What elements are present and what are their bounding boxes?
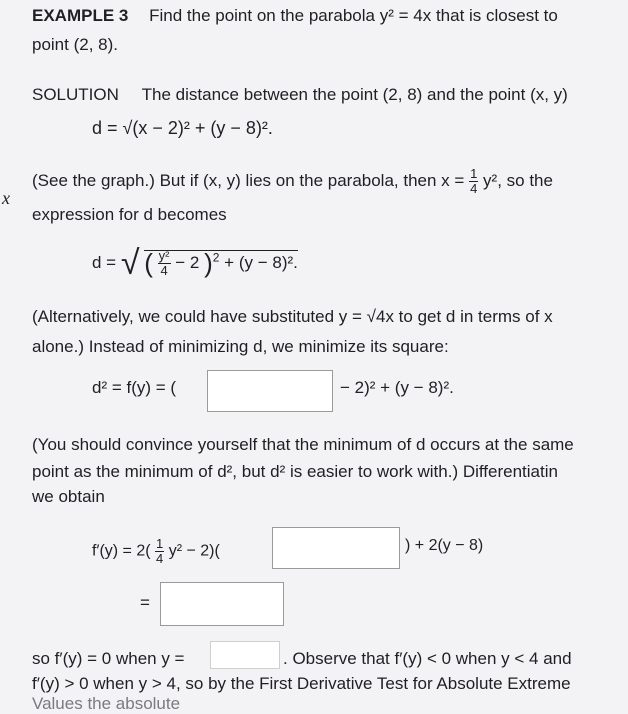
final-line-1b: . Observe that f′(y) < 0 when y < 4 and <box>283 649 572 668</box>
cut-off-line: Values the absolute <box>32 694 181 713</box>
alternative-line-2: alone.) Instead of minimizing d, we minimize its square: <box>32 337 449 356</box>
problem-line-2: point (2, 8). <box>32 35 118 54</box>
fprime-fraction <box>155 537 164 566</box>
sqrt-radicand <box>144 248 298 278</box>
convince-line-3: we obtain <box>32 487 105 506</box>
solution-text-1: The distance between the point (2, 8) and the point (x, y) <box>141 85 568 104</box>
fprime-frac-num: 1 <box>156 536 164 551</box>
sqrt-sign: √ <box>120 244 140 282</box>
fprime-simplified-input[interactable] <box>160 582 284 626</box>
problem-line-1 <box>32 6 558 26</box>
fy-right: − 2)² + (y − 8)². <box>340 378 454 397</box>
fprime-mid: y² − 2)( <box>168 542 220 560</box>
fprime-frac-den: 4 <box>156 551 164 566</box>
margin-x-label: x <box>2 188 10 208</box>
alternative-line-1: (Alternatively, we could have substituted y = √4x to get d in terms of x <box>32 307 553 326</box>
final-line-2: f′(y) > 0 when y > 4, so by the First Derivative Test for Absolute Extreme <box>32 674 571 693</box>
example-label: EXAMPLE 3 <box>32 6 129 25</box>
open-paren: ( <box>144 248 153 278</box>
convince-line-2: point as the minimum of d², but d² is easier to work with.) Differentiatin <box>32 462 558 481</box>
distance-formula: d = √(x − 2)² + (y − 8)². <box>92 118 273 138</box>
minus-two: − 2 <box>175 252 200 272</box>
d-substituted-formula <box>92 244 298 283</box>
graph-text-a: (See the graph.) But if (x, y) lies on the parabola, then x = <box>32 170 465 190</box>
d-equals: d = <box>92 252 117 272</box>
y-value-input[interactable] <box>210 641 280 669</box>
parabola-equation: y² = 4x <box>379 6 432 25</box>
yfrac-denominator: 4 <box>160 263 168 278</box>
d-sub-rest: + (y − 8)². <box>224 252 298 272</box>
square-exponent: 2 <box>212 250 220 265</box>
y-squared-over-four <box>158 249 171 278</box>
solution-label: SOLUTION <box>32 85 119 104</box>
fprime-factor-input[interactable] <box>272 527 400 569</box>
graph-line <box>32 167 553 196</box>
fprime-right: ) + 2(y − 8) <box>405 537 484 554</box>
close-paren: ) <box>204 248 213 278</box>
fprime-formula <box>92 537 220 566</box>
equals-sign: = <box>140 593 150 612</box>
fy-left: d² = f(y) = ( <box>92 378 177 397</box>
yfrac-numerator: y² <box>158 248 170 263</box>
fraction-denominator: 4 <box>470 181 478 196</box>
problem-text-1: Find the point on the parabola <box>149 6 375 25</box>
fprime-left: f′(y) = 2( <box>92 542 151 560</box>
graph-text-b: y², so the <box>483 170 553 190</box>
problem-text-2: that is closest to <box>435 6 558 25</box>
one-quarter-fraction <box>469 167 478 196</box>
fy-answer-input[interactable] <box>207 370 333 412</box>
final-line-1a: so f′(y) = 0 when y = <box>32 649 185 668</box>
convince-line-1: (You should convince yourself that the minimum of d occurs at the same <box>32 435 574 454</box>
expression-line: expression for d becomes <box>32 205 227 224</box>
solution-line-1 <box>32 85 568 105</box>
fraction-numerator: 1 <box>470 166 478 181</box>
